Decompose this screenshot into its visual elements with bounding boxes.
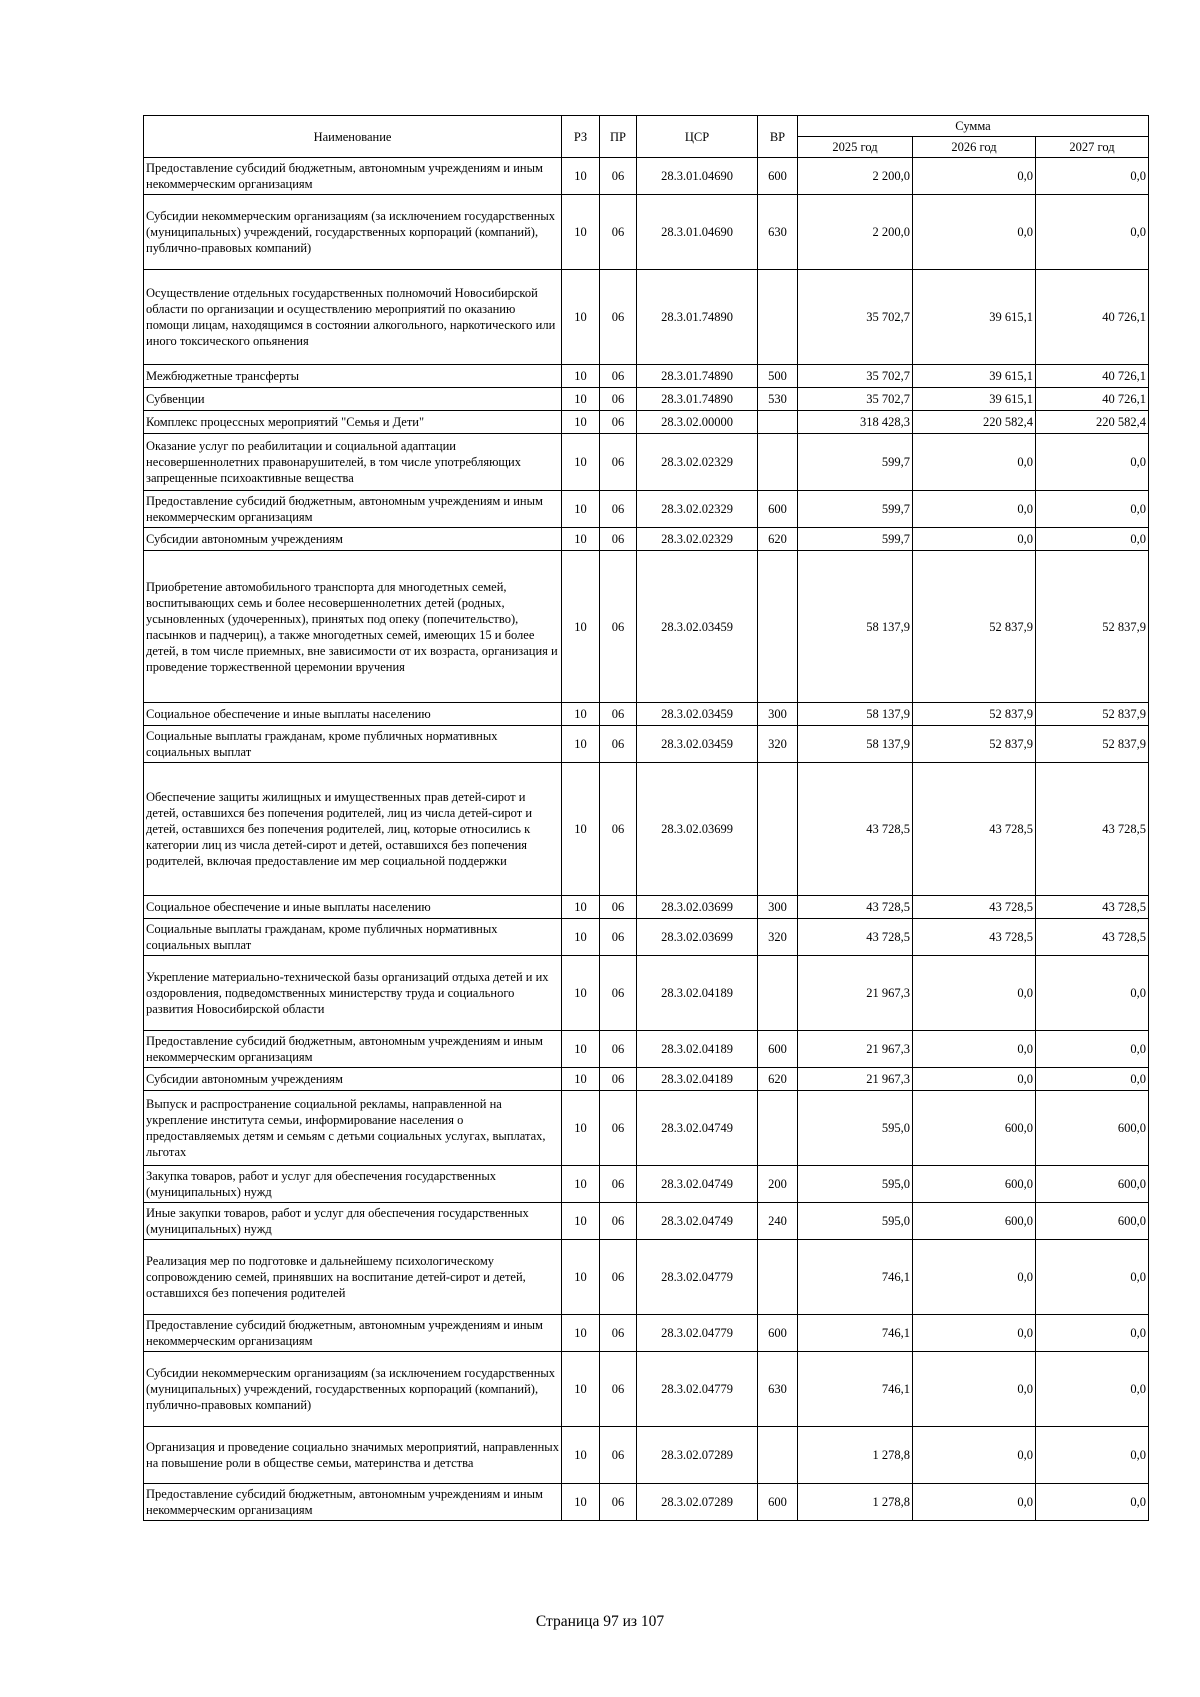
cell-name: Межбюджетные трансферты bbox=[144, 365, 562, 388]
cell-vr: 630 bbox=[758, 1352, 798, 1427]
table-row bbox=[144, 1091, 1149, 1166]
cell-2025: 58 137,9 bbox=[798, 551, 913, 703]
cell-2025: 746,1 bbox=[798, 1315, 913, 1352]
page-number: Страница 97 из 107 bbox=[535, 1613, 665, 1630]
cell-name: Реализация мер по подготовке и дальнейшему психологическому сопровождению семей, принявших на воспитание детей-сирот и детей, оставшихся без попечения родителей bbox=[144, 1240, 562, 1315]
cell-name: Оказание услуг по реабилитации и социальной адаптации несовершеннолетних правонарушителей, в том числе употребляющих запрещенные психоактивные вещества bbox=[144, 434, 562, 491]
cell-2025: 21 967,3 bbox=[798, 1031, 913, 1068]
cell-vr: 600 bbox=[758, 1315, 798, 1352]
cell-csr: 28.3.02.04749 bbox=[637, 1166, 758, 1203]
cell-2026: 0,0 bbox=[913, 528, 1036, 551]
cell-rz: 10 bbox=[562, 1315, 600, 1352]
cell-2026: 600,0 bbox=[913, 1203, 1036, 1240]
cell-vr: 600 bbox=[758, 158, 798, 195]
cell-2025: 595,0 bbox=[798, 1203, 913, 1240]
cell-2027: 0,0 bbox=[1036, 195, 1149, 270]
cell-rz: 10 bbox=[562, 434, 600, 491]
cell-csr: 28.3.02.02329 bbox=[637, 528, 758, 551]
cell-2025: 35 702,7 bbox=[798, 365, 913, 388]
cell-2027: 40 726,1 bbox=[1036, 270, 1149, 365]
cell-name: Предоставление субсидий бюджетным, автономным учреждениям и иным некоммерческим организациям bbox=[144, 1031, 562, 1068]
cell-2027: 0,0 bbox=[1036, 528, 1149, 551]
cell-name: Выпуск и распространение социальной рекламы, направленной на укрепление института семьи, информирование населения о предоставляемых детям и семьям с детьми социальных услугах, выплатах, льготах bbox=[144, 1091, 562, 1166]
cell-csr: 28.3.02.02329 bbox=[637, 434, 758, 491]
cell-2025: 595,0 bbox=[798, 1091, 913, 1166]
cell-pr: 06 bbox=[600, 528, 637, 551]
cell-2025: 595,0 bbox=[798, 1166, 913, 1203]
cell-2026: 0,0 bbox=[913, 1484, 1036, 1521]
cell-csr: 28.3.02.04189 bbox=[637, 956, 758, 1031]
header-rz: РЗ bbox=[562, 116, 600, 158]
cell-2026: 0,0 bbox=[913, 1068, 1036, 1091]
cell-pr: 06 bbox=[600, 434, 637, 491]
cell-vr: 630 bbox=[758, 195, 798, 270]
cell-2027: 220 582,4 bbox=[1036, 411, 1149, 434]
budget-table bbox=[143, 115, 1149, 1521]
cell-2026: 0,0 bbox=[913, 491, 1036, 528]
table-row bbox=[144, 1427, 1149, 1484]
cell-2025: 21 967,3 bbox=[798, 1068, 913, 1091]
cell-rz: 10 bbox=[562, 195, 600, 270]
cell-vr bbox=[758, 551, 798, 703]
cell-name: Субсидии некоммерческим организациям (за исключением государственных (муниципальных) учреждений, государственных корпораций (компаний), публично-правовых компаний) bbox=[144, 1352, 562, 1427]
cell-2025: 318 428,3 bbox=[798, 411, 913, 434]
cell-2026: 52 837,9 bbox=[913, 726, 1036, 763]
cell-2025: 1 278,8 bbox=[798, 1427, 913, 1484]
cell-rz: 10 bbox=[562, 896, 600, 919]
cell-csr: 28.3.02.03699 bbox=[637, 896, 758, 919]
table-row bbox=[144, 528, 1149, 551]
cell-2027: 43 728,5 bbox=[1036, 919, 1149, 956]
cell-rz: 10 bbox=[562, 1484, 600, 1521]
cell-2027: 600,0 bbox=[1036, 1166, 1149, 1203]
cell-name: Предоставление субсидий бюджетным, автономным учреждениям и иным некоммерческим организациям bbox=[144, 1484, 562, 1521]
header-name: Наименование bbox=[144, 116, 562, 158]
cell-pr: 06 bbox=[600, 1031, 637, 1068]
cell-vr: 600 bbox=[758, 1484, 798, 1521]
cell-csr: 28.3.02.04779 bbox=[637, 1352, 758, 1427]
table-row bbox=[144, 1352, 1149, 1427]
cell-2026: 39 615,1 bbox=[913, 365, 1036, 388]
cell-name: Социальное обеспечение и иные выплаты населению bbox=[144, 703, 562, 726]
cell-vr: 500 bbox=[758, 365, 798, 388]
cell-2025: 43 728,5 bbox=[798, 896, 913, 919]
cell-vr: 320 bbox=[758, 919, 798, 956]
cell-2027: 0,0 bbox=[1036, 1031, 1149, 1068]
cell-csr: 28.3.02.02329 bbox=[637, 491, 758, 528]
cell-rz: 10 bbox=[562, 491, 600, 528]
cell-2025: 43 728,5 bbox=[798, 763, 913, 896]
cell-rz: 10 bbox=[562, 551, 600, 703]
cell-vr bbox=[758, 434, 798, 491]
cell-2027: 0,0 bbox=[1036, 1352, 1149, 1427]
cell-name: Социальные выплаты гражданам, кроме публичных нормативных социальных выплат bbox=[144, 726, 562, 763]
table-row bbox=[144, 158, 1149, 195]
cell-2026: 0,0 bbox=[913, 956, 1036, 1031]
cell-pr: 06 bbox=[600, 411, 637, 434]
cell-2025: 21 967,3 bbox=[798, 956, 913, 1031]
cell-2025: 746,1 bbox=[798, 1240, 913, 1315]
cell-vr bbox=[758, 411, 798, 434]
table-row bbox=[144, 1484, 1149, 1521]
cell-name: Предоставление субсидий бюджетным, автономным учреждениям и иным некоммерческим организациям bbox=[144, 1315, 562, 1352]
cell-2025: 2 200,0 bbox=[798, 195, 913, 270]
table-row bbox=[144, 896, 1149, 919]
cell-2027: 52 837,9 bbox=[1036, 726, 1149, 763]
cell-2027: 600,0 bbox=[1036, 1091, 1149, 1166]
cell-pr: 06 bbox=[600, 365, 637, 388]
cell-2027: 0,0 bbox=[1036, 1315, 1149, 1352]
cell-rz: 10 bbox=[562, 1068, 600, 1091]
table-row bbox=[144, 195, 1149, 270]
cell-2027: 43 728,5 bbox=[1036, 896, 1149, 919]
cell-rz: 10 bbox=[562, 703, 600, 726]
cell-2027: 40 726,1 bbox=[1036, 365, 1149, 388]
table-body bbox=[144, 158, 1149, 1521]
cell-pr: 06 bbox=[600, 1315, 637, 1352]
cell-name: Укрепление материально-технической базы организаций отдыха детей и их оздоровления, подведомственных министерству труда и социального развития Новосибирской области bbox=[144, 956, 562, 1031]
cell-csr: 28.3.02.04749 bbox=[637, 1091, 758, 1166]
cell-pr: 06 bbox=[600, 919, 637, 956]
cell-name: Субсидии автономным учреждениям bbox=[144, 1068, 562, 1091]
cell-2027: 40 726,1 bbox=[1036, 388, 1149, 411]
cell-2027: 0,0 bbox=[1036, 491, 1149, 528]
table-row bbox=[144, 270, 1149, 365]
cell-rz: 10 bbox=[562, 411, 600, 434]
cell-vr: 300 bbox=[758, 896, 798, 919]
cell-2027: 0,0 bbox=[1036, 1068, 1149, 1091]
cell-pr: 06 bbox=[600, 158, 637, 195]
cell-name: Иные закупки товаров, работ и услуг для обеспечения государственных (муниципальных) нужд bbox=[144, 1203, 562, 1240]
cell-rz: 10 bbox=[562, 1240, 600, 1315]
header-pr: ПР bbox=[600, 116, 637, 158]
cell-name: Предоставление субсидий бюджетным, автономным учреждениям и иным некоммерческим организациям bbox=[144, 158, 562, 195]
cell-vr bbox=[758, 270, 798, 365]
cell-2025: 58 137,9 bbox=[798, 703, 913, 726]
cell-2025: 35 702,7 bbox=[798, 270, 913, 365]
cell-2026: 43 728,5 bbox=[913, 896, 1036, 919]
table-row bbox=[144, 726, 1149, 763]
cell-vr: 240 bbox=[758, 1203, 798, 1240]
cell-2026: 0,0 bbox=[913, 1315, 1036, 1352]
cell-vr bbox=[758, 1427, 798, 1484]
cell-2025: 35 702,7 bbox=[798, 388, 913, 411]
table-row bbox=[144, 1315, 1149, 1352]
cell-2026: 0,0 bbox=[913, 195, 1036, 270]
table-row bbox=[144, 956, 1149, 1031]
cell-2027: 0,0 bbox=[1036, 1427, 1149, 1484]
cell-csr: 28.3.02.03699 bbox=[637, 919, 758, 956]
cell-2026: 0,0 bbox=[913, 1240, 1036, 1315]
cell-csr: 28.3.02.03459 bbox=[637, 551, 758, 703]
cell-name: Субсидии автономным учреждениям bbox=[144, 528, 562, 551]
cell-pr: 06 bbox=[600, 1203, 637, 1240]
cell-2025: 2 200,0 bbox=[798, 158, 913, 195]
cell-csr: 28.3.02.04779 bbox=[637, 1315, 758, 1352]
cell-vr: 530 bbox=[758, 388, 798, 411]
cell-2026: 52 837,9 bbox=[913, 703, 1036, 726]
table-row bbox=[144, 365, 1149, 388]
table-row bbox=[144, 763, 1149, 896]
cell-2027: 52 837,9 bbox=[1036, 703, 1149, 726]
table-row bbox=[144, 1240, 1149, 1315]
cell-pr: 06 bbox=[600, 195, 637, 270]
cell-name: Комплекс процессных мероприятий "Семья и Дети" bbox=[144, 411, 562, 434]
cell-2025: 599,7 bbox=[798, 434, 913, 491]
cell-rz: 10 bbox=[562, 1031, 600, 1068]
table-row bbox=[144, 551, 1149, 703]
cell-pr: 06 bbox=[600, 1427, 637, 1484]
cell-vr: 620 bbox=[758, 528, 798, 551]
cell-pr: 06 bbox=[600, 763, 637, 896]
cell-csr: 28.3.01.04690 bbox=[637, 158, 758, 195]
table-row bbox=[144, 388, 1149, 411]
cell-vr: 620 bbox=[758, 1068, 798, 1091]
table-row bbox=[144, 1068, 1149, 1091]
header-sum: Сумма bbox=[798, 116, 1149, 137]
header-year-2027: 2027 год bbox=[1036, 137, 1149, 158]
cell-pr: 06 bbox=[600, 1091, 637, 1166]
cell-name: Социальные выплаты гражданам, кроме публичных нормативных социальных выплат bbox=[144, 919, 562, 956]
cell-rz: 10 bbox=[562, 1203, 600, 1240]
cell-csr: 28.3.02.04749 bbox=[637, 1203, 758, 1240]
table-row bbox=[144, 491, 1149, 528]
cell-rz: 10 bbox=[562, 919, 600, 956]
table-row bbox=[144, 919, 1149, 956]
cell-2025: 58 137,9 bbox=[798, 726, 913, 763]
table-header bbox=[144, 116, 1149, 158]
cell-2026: 600,0 bbox=[913, 1166, 1036, 1203]
cell-vr: 300 bbox=[758, 703, 798, 726]
cell-pr: 06 bbox=[600, 1068, 637, 1091]
cell-vr bbox=[758, 763, 798, 896]
table-row bbox=[144, 703, 1149, 726]
cell-csr: 28.3.02.07289 bbox=[637, 1427, 758, 1484]
cell-csr: 28.3.02.03699 bbox=[637, 763, 758, 896]
cell-pr: 06 bbox=[600, 551, 637, 703]
cell-2026: 43 728,5 bbox=[913, 919, 1036, 956]
cell-csr: 28.3.01.74890 bbox=[637, 388, 758, 411]
cell-csr: 28.3.02.00000 bbox=[637, 411, 758, 434]
cell-2026: 0,0 bbox=[913, 1352, 1036, 1427]
cell-vr bbox=[758, 1091, 798, 1166]
cell-pr: 06 bbox=[600, 1352, 637, 1427]
cell-name: Социальное обеспечение и иные выплаты населению bbox=[144, 896, 562, 919]
cell-csr: 28.3.02.03459 bbox=[637, 726, 758, 763]
cell-name: Организация и проведение социально значимых мероприятий, направленных на повышение роли в обществе семьи, материнства и детства bbox=[144, 1427, 562, 1484]
cell-2027: 0,0 bbox=[1036, 1240, 1149, 1315]
cell-2026: 600,0 bbox=[913, 1091, 1036, 1166]
cell-2027: 0,0 bbox=[1036, 434, 1149, 491]
table-row bbox=[144, 434, 1149, 491]
cell-rz: 10 bbox=[562, 726, 600, 763]
cell-rz: 10 bbox=[562, 270, 600, 365]
cell-rz: 10 bbox=[562, 1166, 600, 1203]
cell-rz: 10 bbox=[562, 528, 600, 551]
cell-2026: 0,0 bbox=[913, 434, 1036, 491]
cell-pr: 06 bbox=[600, 491, 637, 528]
cell-vr: 200 bbox=[758, 1166, 798, 1203]
cell-pr: 06 bbox=[600, 388, 637, 411]
cell-vr bbox=[758, 956, 798, 1031]
cell-csr: 28.3.02.04189 bbox=[637, 1068, 758, 1091]
header-vr: ВР bbox=[758, 116, 798, 158]
cell-vr: 320 bbox=[758, 726, 798, 763]
cell-name: Обеспечение защиты жилищных и имущественных прав детей-сирот и детей, оставшихся без попечения родителей, лиц из числа детей-сирот и детей, оставшихся без попечения родителей, лиц, которые относились к категории лиц из числа детей-сирот и детей, оставшихся без попечения родителей, включая предоставление им мер социальной поддержки bbox=[144, 763, 562, 896]
cell-rz: 10 bbox=[562, 763, 600, 896]
cell-2026: 220 582,4 bbox=[913, 411, 1036, 434]
table-row bbox=[144, 1203, 1149, 1240]
cell-rz: 10 bbox=[562, 956, 600, 1031]
cell-name: Осуществление отдельных государственных полномочий Новосибирской области по организации и осуществлению мероприятий по оказанию помощи лицам, находящимся в состоянии алкогольного, наркотического или иного токсического опьянения bbox=[144, 270, 562, 365]
cell-2026: 52 837,9 bbox=[913, 551, 1036, 703]
cell-pr: 06 bbox=[600, 726, 637, 763]
cell-vr: 600 bbox=[758, 491, 798, 528]
cell-rz: 10 bbox=[562, 1091, 600, 1166]
cell-vr: 600 bbox=[758, 1031, 798, 1068]
cell-2026: 39 615,1 bbox=[913, 388, 1036, 411]
header-year-2026: 2026 год bbox=[913, 137, 1036, 158]
cell-pr: 06 bbox=[600, 896, 637, 919]
cell-name: Приобретение автомобильного транспорта для многодетных семей, воспитывающих семь и более несовершеннолетних детей (родных, усыновленных (удочеренных), принятых под опеку (попечительство), пасынков и падчериц), а также многодетных семей, имеющих 15 и более детей, в том числе приемных, вне зависимости от их возраста, организация и проведение торжественной церемонии вручения bbox=[144, 551, 562, 703]
cell-pr: 06 bbox=[600, 1240, 637, 1315]
cell-2027: 0,0 bbox=[1036, 1484, 1149, 1521]
cell-csr: 28.3.02.07289 bbox=[637, 1484, 758, 1521]
cell-csr: 28.3.01.74890 bbox=[637, 365, 758, 388]
cell-csr: 28.3.01.04690 bbox=[637, 195, 758, 270]
cell-2025: 1 278,8 bbox=[798, 1484, 913, 1521]
cell-name: Субвенции bbox=[144, 388, 562, 411]
cell-rz: 10 bbox=[562, 365, 600, 388]
cell-csr: 28.3.02.04779 bbox=[637, 1240, 758, 1315]
cell-rz: 10 bbox=[562, 158, 600, 195]
cell-pr: 06 bbox=[600, 1484, 637, 1521]
header-csr: ЦСР bbox=[637, 116, 758, 158]
cell-2027: 0,0 bbox=[1036, 956, 1149, 1031]
cell-2026: 43 728,5 bbox=[913, 763, 1036, 896]
cell-csr: 28.3.02.03459 bbox=[637, 703, 758, 726]
table-row bbox=[144, 1031, 1149, 1068]
cell-2027: 600,0 bbox=[1036, 1203, 1149, 1240]
cell-pr: 06 bbox=[600, 703, 637, 726]
cell-csr: 28.3.02.04189 bbox=[637, 1031, 758, 1068]
cell-2026: 0,0 bbox=[913, 1427, 1036, 1484]
cell-2027: 43 728,5 bbox=[1036, 763, 1149, 896]
cell-name: Предоставление субсидий бюджетным, автономным учреждениям и иным некоммерческим организациям bbox=[144, 491, 562, 528]
table-row bbox=[144, 1166, 1149, 1203]
cell-2026: 0,0 bbox=[913, 158, 1036, 195]
cell-name: Субсидии некоммерческим организациям (за исключением государственных (муниципальных) учреждений, государственных корпораций (компаний), публично-правовых компаний) bbox=[144, 195, 562, 270]
cell-2027: 0,0 bbox=[1036, 158, 1149, 195]
cell-2025: 43 728,5 bbox=[798, 919, 913, 956]
cell-2027: 52 837,9 bbox=[1036, 551, 1149, 703]
cell-name: Закупка товаров, работ и услуг для обеспечения государственных (муниципальных) нужд bbox=[144, 1166, 562, 1203]
cell-2025: 599,7 bbox=[798, 528, 913, 551]
cell-pr: 06 bbox=[600, 956, 637, 1031]
cell-2026: 0,0 bbox=[913, 1031, 1036, 1068]
cell-pr: 06 bbox=[600, 270, 637, 365]
cell-2025: 599,7 bbox=[798, 491, 913, 528]
cell-2026: 39 615,1 bbox=[913, 270, 1036, 365]
cell-rz: 10 bbox=[562, 1427, 600, 1484]
cell-csr: 28.3.01.74890 bbox=[637, 270, 758, 365]
cell-pr: 06 bbox=[600, 1166, 637, 1203]
table-row bbox=[144, 411, 1149, 434]
cell-rz: 10 bbox=[562, 1352, 600, 1427]
cell-vr bbox=[758, 1240, 798, 1315]
cell-rz: 10 bbox=[562, 388, 600, 411]
header-year-2025: 2025 год bbox=[798, 137, 913, 158]
cell-2025: 746,1 bbox=[798, 1352, 913, 1427]
